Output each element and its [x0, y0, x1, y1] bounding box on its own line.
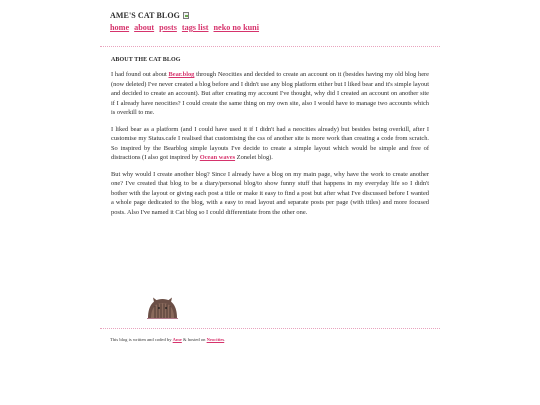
- ocean-waves-link[interactable]: Ocean waves: [199, 154, 236, 162]
- footer-divider: [100, 328, 440, 329]
- site-title-text: AME'S CAT BLOG: [110, 11, 181, 20]
- site-title: [110, 11, 189, 20]
- article-paragraph-3: But why would I create another blog? Since I already have a blog on my main page, why have the work to create another one? I've created that blog to be a diary/personal blog/to show funny stuff that happens in my everyday life so I didn't bother with the layout or giving each post a title or make it easy to find a post but after what I've discussed before I wanted a whole page dedicated to the blog, with a easy to read layout and separate posts per page (with titles) and more focused posts. Also I've named it Cat blog so I could differentiate from the other one.: [111, 170, 429, 216]
- broken-image-icon: [183, 12, 189, 19]
- header-divider: [100, 46, 440, 47]
- footer-text: & hosted on: [181, 337, 207, 342]
- footer-text: .: [224, 337, 226, 342]
- cat-loaf-icon: [145, 296, 180, 320]
- neocities-link[interactable]: Neocities: [206, 337, 225, 342]
- article-paragraph-1: [111, 70, 429, 118]
- paragraph-text: I liked bear as a platform (and I could have used it if I didn't had a neocities already) but besides being overkill, after I customise my Status.cafe I realised that customising the css of another site is more work than creating a code from scratch. So inspired by the Bearblog simple layouts I've decide to create a simple layout which would be simple and free of distractions (I also got inspired by: [111, 125, 429, 162]
- author-link[interactable]: Ame: [172, 337, 182, 342]
- article-body: [111, 70, 429, 224]
- nav-home-link[interactable]: home: [110, 23, 130, 32]
- main-nav: [110, 23, 259, 32]
- paragraph-text: I had found out about: [111, 71, 169, 78]
- paragraph-text: through Neocities and decided to create an account on it (besides having my old blog here (now deleted) I've never created a blog before and I didn't use any blog platform either but I liked bear and it's simple layout and decided to create an account). But after creating my account I've thought, why did I created an account on another site if I already have neocities? I could create the same thing on my own site, also I would have to manage two accounts which is overkill to me.: [111, 71, 429, 117]
- article-paragraph-2: [111, 125, 429, 163]
- nav-about-link[interactable]: about: [134, 23, 155, 32]
- nav-neko-no-kuni-link[interactable]: neko no kuni: [213, 23, 260, 32]
- nav-tags-list-link[interactable]: tags list: [181, 23, 209, 32]
- paragraph-text: Zonelet blog).: [235, 154, 273, 162]
- bear-blog-link[interactable]: Bear.blog: [168, 71, 195, 78]
- footer-text: This blog is written and coded by: [110, 337, 173, 342]
- footer: [110, 337, 225, 342]
- article-heading: ABOUT THE CAT BLOG: [111, 57, 181, 63]
- nav-posts-link[interactable]: posts: [159, 23, 177, 32]
